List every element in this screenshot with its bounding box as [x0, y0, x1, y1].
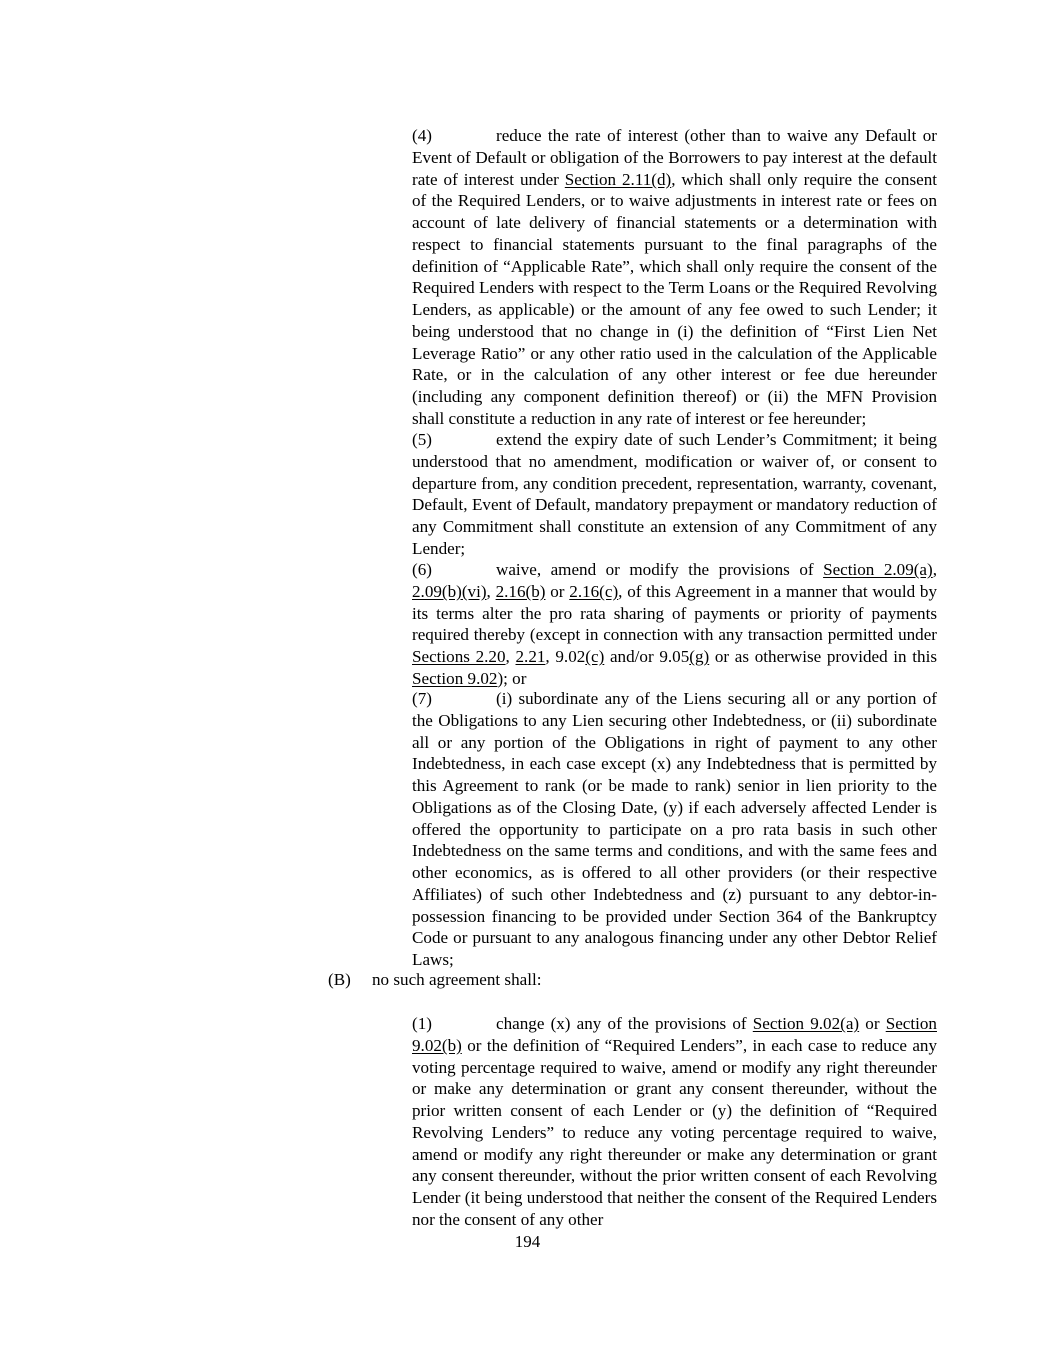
paragraph-number: (7): [412, 689, 432, 708]
section-reference-link[interactable]: 2.16(c): [569, 581, 619, 601]
clause-letter: (B): [328, 970, 351, 989]
clause-b-heading: (B) no such agreement shall:: [328, 970, 542, 989]
page-number: 194: [514, 1232, 541, 1251]
paragraph-6: (6) waive, amend or modify the provisions of Section 2.09(a), 2.09(b)(vi), 2.16(b) or 2.16(c), of this Agreement in a manner that would by its terms alter the pro rata sharing of payments or priority of payments required thereby (except in connection with any transaction permitted under Sections 2.20, 2.21, 9.02(c) and/or 9.05(g) or as otherwise provided in this Section 9.02); or: [412, 560, 938, 688]
paragraph-number: (4): [412, 126, 432, 145]
section-reference-link[interactable]: Section 2.11(d): [564, 169, 672, 189]
paragraph-b1: (1) change (x) any of the provisions of Section 9.02(a) or Section 9.02(b) or the definition of “Required Lenders”, in each case to reduce any voting percentage required to waive, amend or modify any right thereunder or make any determination or grant any consent thereunder, without the prior written consent of each Lender or (y) the definition of “Required Revolving Lenders” to reduce any voting percentage required to waive, amend or modify any right thereunder or make any determination or grant any consent thereunder, without the prior written consent of each Revolving Lender (it being understood that neither the consent of the Required Lenders nor the consent of any other: [412, 1014, 937, 1229]
paragraph-5: (5) extend the expiry date of such Lender’s Commitment; it being understood that no amendment, modification or waiver of, or consent to departure from, any condition precedent, representation, warranty, covenant, Default, Event of Default, mandatory prepayment or mandatory reduction of any Commitment shall constitute an extension of any Commitment of any Lender;: [412, 430, 937, 558]
section-reference-link[interactable]: (g): [689, 647, 710, 666]
paragraph-number: (6): [412, 560, 432, 579]
paragraph-number: (5): [412, 430, 432, 449]
section-reference-link[interactable]: Section 9.02(b): [412, 1014, 937, 1055]
section-reference-link[interactable]: 2.21: [515, 647, 546, 666]
section-reference-link[interactable]: (c): [585, 647, 605, 666]
paragraph-7: (7) (i) subordinate any of the Liens securing all or any portion of the Obligations to any Lien securing other Indebtedness, or (ii) subordinate all or any portion of the Obligations in right of payment to any other Indebtedness, in each case except (x) any Indebtedness that is permitted by this Agreement to rank (or be made to rank) senior in lien priority to the Obligations as of the Closing Date, (y) if each adversely affected Lender is offered the opportunity to participate on a pro rata basis in such other Indebtedness on the same terms and conditions, and with the same fees and other economics, as is offered to all other providers (or their respective Affiliates) of such other Indebtedness and (z) pursuant to any debtor-in-possession financing to be provided under Section 364 of the Bankruptcy Code or pursuant to any analogous financing under any other Debtor Relief Laws;: [412, 689, 937, 969]
section-reference-link[interactable]: Section 9.02: [412, 668, 498, 688]
section-reference-link[interactable]: 2.09(b)(vi): [412, 581, 487, 601]
section-reference-link[interactable]: Sections 2.20: [412, 647, 506, 666]
paragraph-number: (1): [412, 1014, 432, 1033]
section-reference-link[interactable]: Section 2.09(a): [823, 560, 933, 579]
section-reference-link[interactable]: Section 9.02(a): [752, 1014, 860, 1033]
section-reference-link[interactable]: 2.16(b): [495, 581, 546, 601]
paragraph-4: (4) reduce the rate of interest (other than to waive any Default or Event of Default or obligation of the Borrowers to pay interest at the default rate of interest under Section 2.11(d), which shall only require the consent of the Required Lenders, or to waive adjustments in interest rate or fees on account of late delivery of financial statements or a determination with respect to financial statements pursuant to the final paragraphs of the definition of “Applicable Rate”, which shall only require the consent of the Required Lenders with respect to the Term Loans or the Required Revolving Lenders, as applicable) or the amount of any fee owed to such Lender; it being understood that no change in (i) the definition of “First Lien Net Leverage Ratio” or any other ratio used in the calculation of the Applicable Rate, or in the calculation of any other interest or fee due hereunder (including any component definition thereof) or (ii) the MFN Provision shall constitute a reduction in any rate of interest or fee hereunder;: [412, 126, 937, 428]
